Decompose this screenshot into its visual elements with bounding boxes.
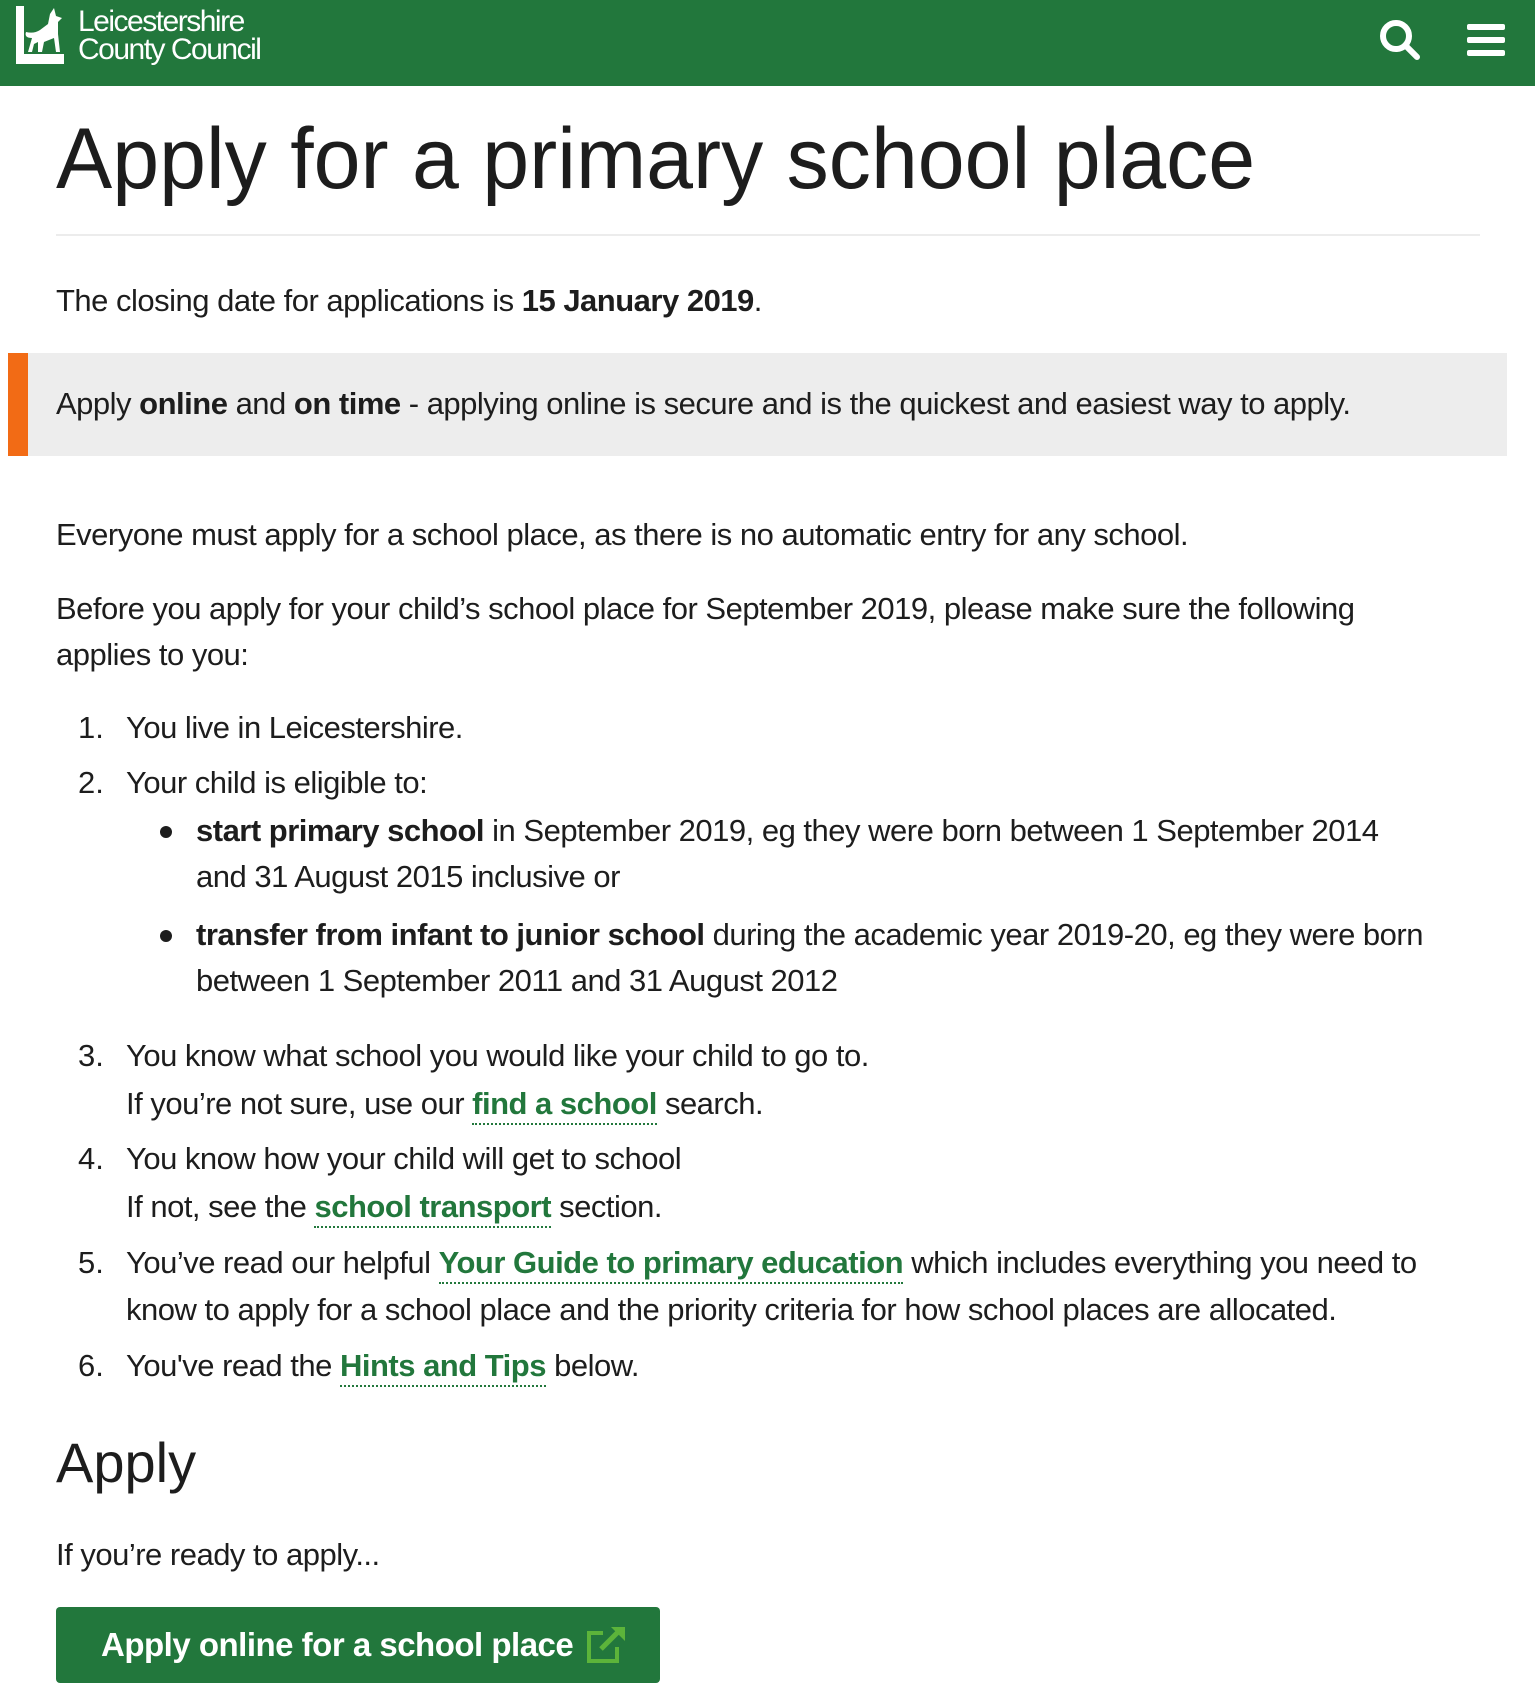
closing-prefix: The closing date for applications is [56, 283, 522, 318]
intro-paragraph-1: Everyone must apply for a school place, as there is no automatic entry for any school. [56, 517, 1189, 552]
list-number: 1. [78, 710, 104, 745]
line-prefix: You’ve read our helpful [126, 1245, 439, 1280]
list-item-text: You live in Leicestershire. [126, 710, 463, 745]
search-button[interactable] [1370, 10, 1430, 70]
sub-item-line2: and 31 August 2015 inclusive or [196, 859, 620, 894]
external-link-icon [583, 1625, 629, 1665]
title-divider [56, 234, 1480, 236]
site-header [0, 0, 1535, 86]
line-suffix: which includes everything you need to [903, 1245, 1417, 1280]
closing-suffix: . [753, 283, 762, 318]
list-number: 5. [78, 1245, 104, 1280]
page-title: Apply for a primary school place [56, 111, 1256, 207]
callout-bold-online: online [139, 386, 228, 421]
sub-item-line1 [196, 808, 1379, 854]
callout-accent-bar [8, 353, 28, 456]
sub-item-line2: between 1 September 2011 and 31 August 2012 [196, 963, 838, 998]
apply-online-callout [8, 353, 1507, 456]
logo-line-1: Leicestershire [78, 5, 244, 38]
callout-part2: and [227, 386, 294, 421]
sub-item-rest: during the academic year 2019-20, eg they were born [704, 917, 1423, 952]
line-prefix: If you’re not sure, use our [126, 1086, 473, 1121]
apply-heading: Apply [56, 1431, 197, 1494]
hamburger-menu-icon [1466, 22, 1506, 58]
closing-date: 15 January 2019 [521, 283, 754, 318]
apply-button-label: Apply online for a school place [101, 1626, 574, 1663]
intro-p2-line1: Before you apply for your child’s school place for September 2019, please make sure the following [56, 591, 1355, 626]
school-transport-link[interactable]: school transport [314, 1189, 551, 1228]
list-item-line2: know to apply for a school place and the priority criteria for how school places are allocated. [126, 1292, 1337, 1327]
sub-item-bold: start primary school [196, 813, 485, 848]
find-a-school-link[interactable]: find a school [472, 1086, 657, 1125]
callout-bold-on-time: on time [293, 386, 401, 421]
list-item-text: You know how your child will get to school [126, 1141, 682, 1176]
line-suffix: section. [551, 1189, 663, 1224]
line-suffix: search. [656, 1086, 764, 1121]
list-item-line2 [126, 1184, 662, 1230]
logo-line-2: County Council [78, 33, 261, 66]
bullet-icon [160, 826, 172, 838]
bullet-icon [160, 930, 172, 942]
closing-date-text [56, 278, 762, 324]
menu-button[interactable] [1456, 10, 1516, 70]
list-item-line1 [126, 1240, 1417, 1286]
list-item-text [126, 1343, 639, 1389]
intro-paragraph-2 [56, 586, 1354, 678]
list-item-line2 [126, 1081, 763, 1127]
hints-and-tips-link[interactable]: Hints and Tips [340, 1348, 546, 1387]
list-item-text: Your child is eligible to: [126, 765, 428, 800]
list-number: 2. [78, 765, 104, 800]
council-name [78, 5, 261, 66]
list-number: 3. [78, 1038, 104, 1073]
intro-p2-line2: applies to you: [56, 637, 249, 672]
line-suffix: below. [545, 1348, 639, 1383]
list-item-text: You know what school you would like your child to go to. [126, 1038, 869, 1073]
apply-intro-text: If you’re ready to apply... [56, 1537, 380, 1572]
fox-logo-icon [14, 4, 74, 66]
callout-part1: Apply [56, 386, 140, 421]
council-logo[interactable] [14, 4, 261, 70]
sub-item-line1 [196, 912, 1423, 958]
list-number: 6. [78, 1348, 104, 1383]
line-prefix: If not, see the [126, 1189, 315, 1224]
callout-text [56, 381, 1350, 427]
sub-item-rest: in September 2019, eg they were born between 1 September 2014 [484, 813, 1379, 848]
guide-to-primary-education-link[interactable]: Your Guide to primary education [439, 1245, 904, 1284]
search-icon [1378, 18, 1422, 62]
line-prefix: You've read the [126, 1348, 340, 1383]
list-number: 4. [78, 1141, 104, 1176]
sub-item-bold: transfer from infant to junior school [196, 917, 705, 952]
apply-online-button[interactable] [56, 1607, 660, 1683]
callout-part3: - applying online is secure and is the quickest and easiest way to apply. [400, 386, 1351, 421]
